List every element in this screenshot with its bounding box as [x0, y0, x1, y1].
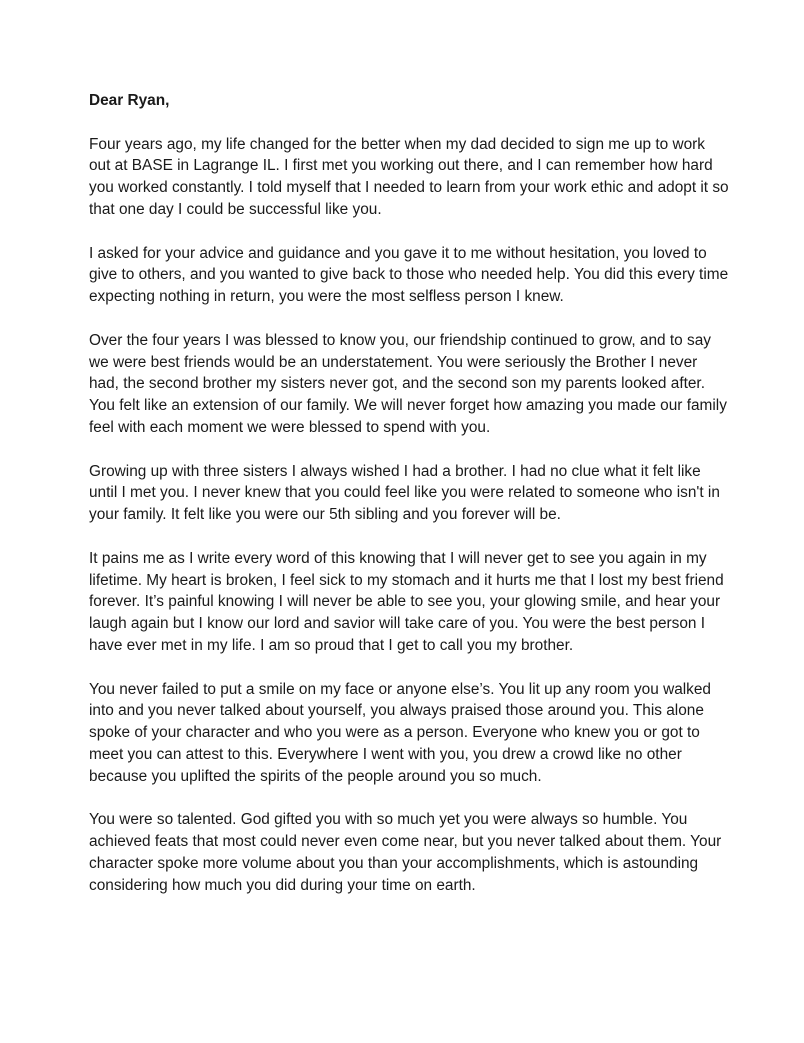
letter-body	[89, 90, 729, 918]
letter-paragraph: Growing up with three sisters I always wished I had a brother. I had no clue what it felt like until I met you. I never knew that you could feel like you were related to someone who isn't in your family. It felt like you were our 5th sibling and you forever will be.	[89, 462, 720, 524]
letter-paragraph: Four years ago, my life changed for the better when my dad decided to sign me up to work out at BASE in Lagrange IL. I first met you working out there, and I can remember how hard you worked constantly. I told myself that I needed to learn from your work ethic and adopt it so that one day I could be successful like you.	[89, 135, 729, 218]
letter-salutation: Dear Ryan,	[89, 92, 170, 109]
letter-paragraph: Over the four years I was blessed to know you, our friendship continued to grow, and to say we were best friends would be an understatement. You were seriously the Brother I never had, the second brother my sisters never got, and the second son my parents looked after. You felt like an extension of our family. We will never forget how amazing you made our family feel with each moment we were blessed to spend with you.	[89, 331, 727, 436]
letter-paragraph: You were so talented. God gifted you with so much yet you were always so humble. You achieved feats that most could never even come near, but you never talked about them. Your character spoke more volume about you than your accomplishments, which is astounding considering how much you did during your time on earth.	[89, 811, 722, 894]
letter-paragraph: It pains me as I write every word of this knowing that I will never get to see you again in my lifetime. My heart is broken, I feel sick to my stomach and it hurts me that I lost my best friend forever. It’s painful knowing I will never be able to see you, your glowing smile, and hear your laugh again but I know our lord and savior will take care of you. You were the best person I have ever met in my life. I am so proud that I get to call you my brother.	[89, 549, 724, 654]
letter-paragraph: You never failed to put a smile on my face or anyone else’s. You lit up any room you walked into and you never talked about yourself, you always praised those around you. This alone spoke of your character and who you were as a person. Everyone who knew you or got to meet you can attest to this. Everywhere I went with you, you drew a crowd like no other because you uplifted the spirits of the people around you so much.	[89, 680, 711, 785]
letter-paragraph: I asked for your advice and guidance and you gave it to me without hesitation, you loved to give to others, and you wanted to give back to those who needed help. You did this every time expecting nothing in return, you were the most selfless person I knew.	[89, 244, 729, 306]
